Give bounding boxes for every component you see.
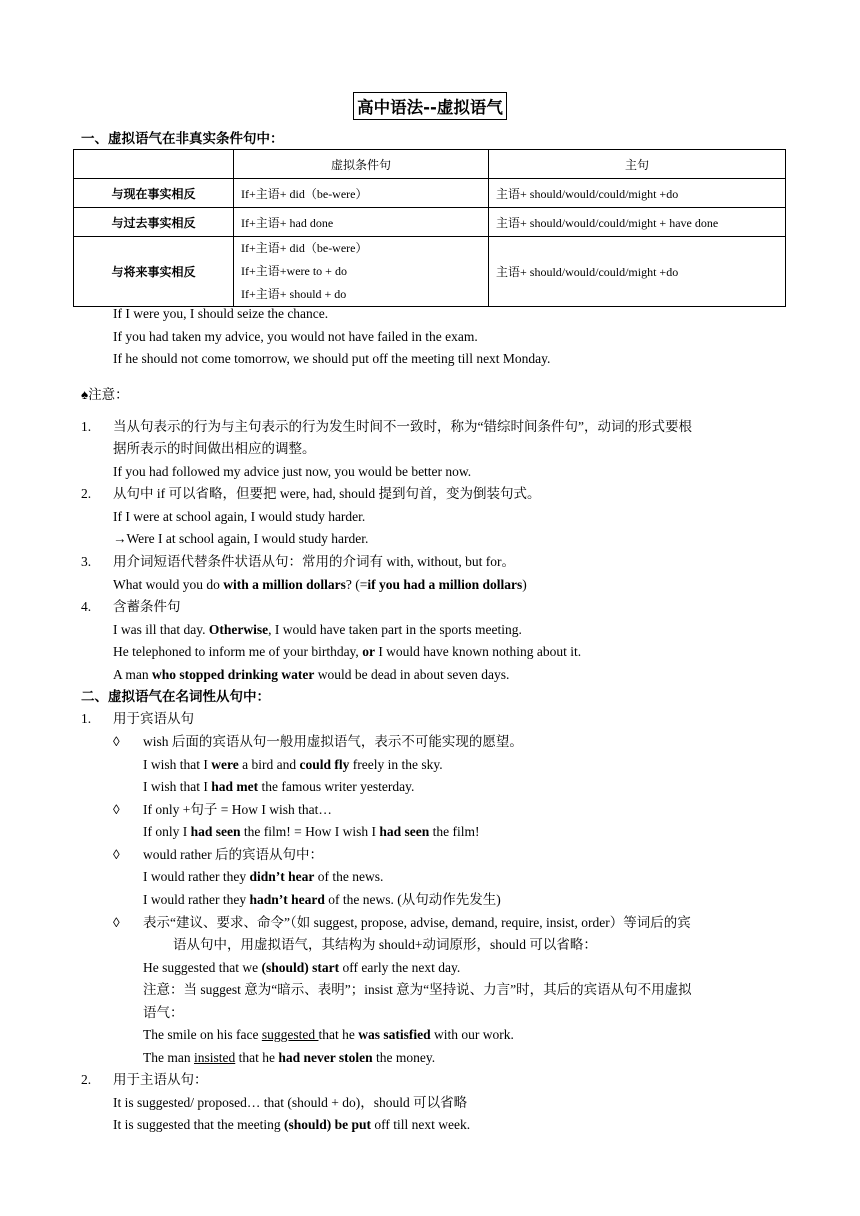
text-segment: with our work. [430, 1027, 514, 1042]
row-label: 与过去事实相反 [74, 208, 234, 237]
example-line [113, 1116, 470, 1134]
diamond-bullet-icon: ◊ [113, 802, 120, 817]
subsection-label: 用于宾语从句 [113, 711, 194, 726]
table-col-main-header: 主句 [489, 150, 786, 179]
section1-heading: 一、虚拟语气在非真实条件句中： [81, 131, 284, 147]
example-line [143, 1049, 435, 1067]
text-segment: would be dead in about seven days. [314, 667, 510, 682]
text-segment: of the news. (从句动作先发生) [324, 892, 501, 907]
diamond-bullet-icon: ◊ [113, 915, 120, 930]
example-line [143, 868, 383, 886]
list-number: 1. [81, 711, 92, 726]
note-text: 用介词短语代替条件状语从句：常用的介词有 with, without, but for。 [113, 554, 515, 569]
example-line: It is suggested/ proposed… that (should + do)，should 可以省略 [113, 1095, 468, 1110]
note-text: 含蓄条件句 [113, 599, 181, 614]
row-main: 主语+ should/would/could/might +do [489, 237, 786, 307]
text-segment: off early the next day. [339, 960, 461, 975]
bold-segment: who stopped drinking water [152, 667, 315, 682]
section2-heading: 二、虚拟语气在名词性从句中： [81, 689, 270, 705]
example-line [113, 621, 522, 639]
bold-segment: or [362, 644, 375, 659]
list-number: 3. [81, 554, 92, 569]
text-segment: the famous writer yesterday. [258, 779, 415, 794]
table-row [74, 208, 786, 237]
bold-segment: hadn’t heard [249, 892, 325, 907]
table-header-row [74, 150, 786, 179]
bullet-text: wish 后面的宾语从句一般用虚拟语气，表示不可能实现的愿望。 [143, 734, 523, 749]
bold-segment: if you had a million dollars [367, 577, 523, 592]
note-text: 从句中 if 可以省略，但要把 were, had, should 提到句首，变为倒装句式。 [113, 486, 541, 501]
example-line: If I were at school again, I would study harder. [113, 509, 366, 524]
row-cond-multi [234, 237, 489, 307]
diamond-bullet-icon: ◊ [113, 734, 120, 749]
text-segment: He telephoned to inform me of your birthday, [113, 644, 363, 659]
note-text: 当从句表示的行为与主句表示的行为发生时间不一致时，称为“错综时间条件句”，动词的形式要根 [113, 419, 692, 434]
note-text: 注意：当 suggest 意为“暗示、表明”；insist 意为“坚持说、力言”时，其后的宾语从句不用虚拟 [143, 982, 692, 997]
text-segment: that he [235, 1050, 279, 1065]
text-segment: off till next week. [371, 1117, 471, 1132]
text-segment: that he [318, 1027, 359, 1042]
bold-segment: could fly [299, 757, 350, 772]
subsection-label: 用于主语从句： [113, 1072, 208, 1087]
example-line [143, 959, 460, 977]
example-line [113, 666, 509, 684]
note-text: 据所表示的时间做出相应的调整。 [113, 441, 316, 456]
text-segment: What would you do [113, 577, 224, 592]
table-col-cond-header: 虚拟条件句 [234, 150, 489, 179]
title-text: 高中语法--虚拟语气 [353, 92, 507, 120]
row-label: 与将来事实相反 [74, 237, 234, 307]
list-number: 2. [81, 1072, 92, 1087]
text-segment: I was ill that day. [113, 622, 209, 637]
note-label: ♠注意： [81, 387, 129, 402]
text-segment: the film! = How I wish I [240, 824, 380, 839]
text-segment: I would have known nothing about it. [374, 644, 582, 659]
text-segment: I would rather they [143, 892, 250, 907]
row-cond-line: If+主语+ should + do [241, 287, 347, 301]
bold-segment: Otherwise [208, 622, 269, 637]
example-line: If he should not come tomorrow, we should put off the meeting till next Monday. [113, 351, 551, 366]
example-line: If I were you, I should seize the chance. [113, 306, 329, 321]
list-number: 1. [81, 419, 92, 434]
note-text: 语气： [143, 1005, 184, 1020]
text-segment: It is suggested that the meeting [113, 1117, 284, 1132]
text-segment: I wish that I [143, 779, 212, 794]
text-segment: the money. [372, 1050, 436, 1065]
example-line [143, 823, 480, 841]
text-segment: I wish that I [143, 757, 212, 772]
row-label: 与现在事实相反 [74, 179, 234, 208]
example-line: If you had followed my advice just now, you would be better now. [113, 464, 472, 479]
bold-segment: had seen [379, 824, 430, 839]
table-row [74, 179, 786, 208]
bold-segment: had seen [190, 824, 241, 839]
text-segment: I would rather they [143, 869, 250, 884]
bold-segment: had never stolen [278, 1050, 373, 1065]
example-line: If you had taken my advice, you would not have failed in the exam. [113, 329, 478, 344]
text-segment: freely in the sky. [349, 757, 443, 772]
bold-segment: was satisfied [358, 1027, 431, 1042]
bullet-text: 表示“建议、要求、命令”（如 suggest, propose, advise, demand, require, insist, order）等词后的宾 [143, 915, 691, 930]
bold-segment: (should) start [261, 960, 340, 975]
bold-segment: had met [211, 779, 259, 794]
text-segment: The man [143, 1050, 194, 1065]
bold-segment: (should) be put [283, 1117, 372, 1132]
example-line [113, 576, 527, 594]
list-number: 2. [81, 486, 92, 501]
text-segment: of the news. [314, 869, 384, 884]
row-cond-line: If+主语+ did（be-were） [241, 241, 368, 255]
text-segment: the film! [429, 824, 480, 839]
table-row [74, 237, 786, 307]
text-segment: ) [522, 577, 527, 592]
example-line [143, 1026, 514, 1044]
example-line [143, 778, 414, 796]
diamond-bullet-icon: ◊ [113, 847, 120, 862]
row-cond-line: If+主语+were to + do [241, 264, 347, 278]
table-corner-cell [74, 150, 234, 179]
text-segment: If only I [143, 824, 191, 839]
bold-segment: didn’t hear [249, 869, 315, 884]
text-segment: The smile on his face [143, 1027, 262, 1042]
underlined-segment: suggested [261, 1027, 319, 1042]
list-number: 4. [81, 599, 92, 614]
text-segment: ? (= [345, 577, 368, 592]
page-title [0, 92, 860, 120]
row-main: 主语+ should/would/could/might +do [489, 179, 786, 208]
example-line [143, 756, 443, 774]
example-line [113, 643, 581, 661]
text-segment: a bird and [238, 757, 300, 772]
row-main: 主语+ should/would/could/might + have done [489, 208, 786, 237]
bold-segment: were [211, 757, 239, 772]
conditional-table [73, 149, 786, 307]
bullet-text: would rather 后的宾语从句中： [143, 847, 323, 862]
example-line: →Were I at school again, I would study harder. [113, 531, 369, 546]
row-cond: If+主语+ had done [234, 208, 489, 237]
row-cond: If+主语+ did（be-were） [234, 179, 489, 208]
text-segment: A man [113, 667, 152, 682]
text-segment: , I would have taken part in the sports meeting. [268, 622, 522, 637]
bullet-text: 语从句中，用虚拟语气，其结构为 should+动词原形，should 可以省略： [173, 937, 597, 952]
bold-segment: with a million dollars [223, 577, 346, 592]
example-line [143, 891, 501, 909]
text-segment: He suggested that we [143, 960, 262, 975]
underlined-segment: insisted [193, 1050, 236, 1065]
bullet-text: If only +句子 = How I wish that… [143, 802, 332, 817]
